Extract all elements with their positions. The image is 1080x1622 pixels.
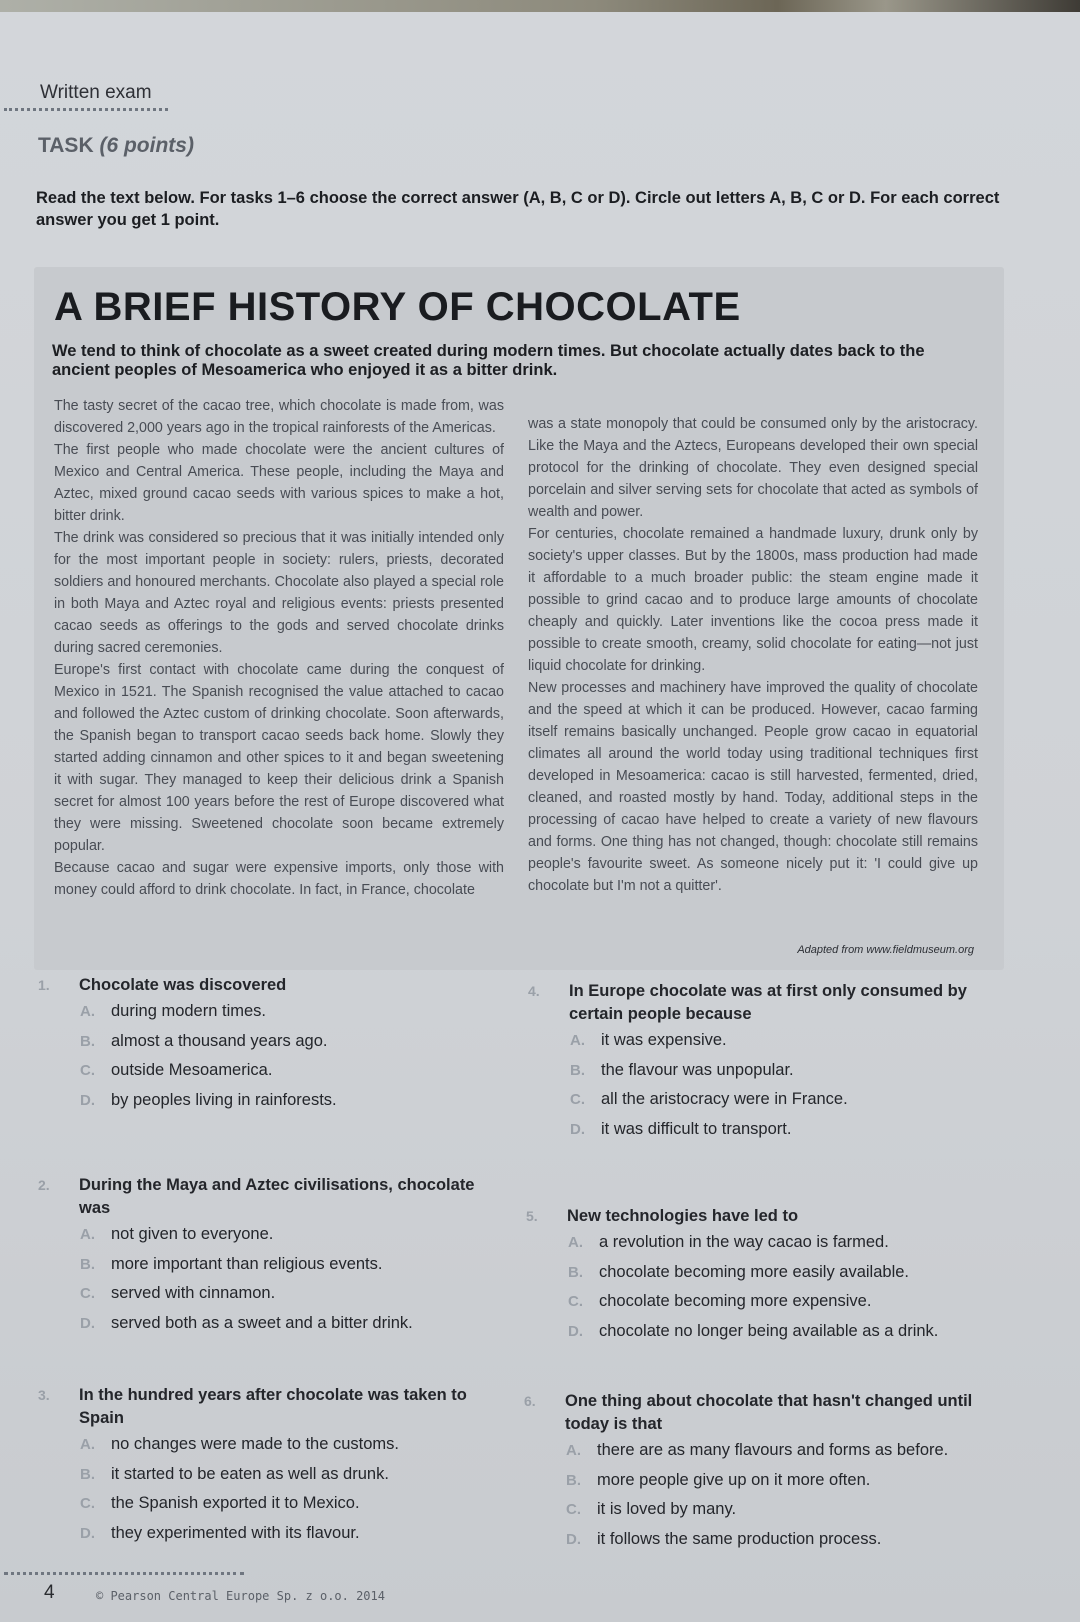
question-number: 4. (528, 983, 540, 999)
question-number: 6. (524, 1393, 536, 1409)
answer-option-c[interactable] (38, 1056, 488, 1086)
option-text: chocolate becoming more easily available. (599, 1262, 910, 1281)
article-paragraph: was a state monopoly that could be consumed only by the aristocracy. Like the Maya and the Aztecs, Europeans developed their own special protocol for the drinking of chocolate. They even designed special porcelain and silver serving sets for chocolate that acted as symbols of wealth and power. (528, 416, 978, 520)
answer-option-c[interactable] (524, 1495, 974, 1525)
option-letter: C. (80, 1062, 95, 1079)
answer-option-b[interactable] (524, 1466, 974, 1496)
article-paragraph: The tasty secret of the cacao tree, which chocolate is made from, was discovered 2,000 years ago in the tropical rainforests of the Americas. (54, 398, 504, 436)
answer-option-a[interactable] (528, 1026, 978, 1056)
photo-top-edge (0, 0, 1080, 12)
option-letter: A. (80, 1436, 95, 1453)
page-number: 4 (44, 1582, 55, 1603)
answer-option-a[interactable] (524, 1436, 974, 1466)
option-letter: B. (566, 1471, 581, 1489)
option-letter: B. (80, 1032, 95, 1050)
article-title: A BRIEF HISTORY OF CHOCOLATE (54, 285, 741, 329)
answer-option-d[interactable] (38, 1086, 488, 1116)
option-text: it started to be eaten as well as drunk. (111, 1464, 389, 1483)
option-text: it follows the same production process. (597, 1529, 882, 1548)
option-text: they experimented with its flavour. (111, 1523, 360, 1542)
option-letter: A. (80, 1226, 95, 1243)
header-dotted-rule (4, 108, 168, 111)
answer-option-c[interactable] (528, 1085, 978, 1115)
question-text: During the Maya and Aztec civilisations, chocolate was (79, 1176, 475, 1217)
option-text: chocolate becoming more expensive. (599, 1292, 872, 1310)
question-4 (528, 980, 978, 1144)
option-text: more important than religious events. (111, 1254, 383, 1273)
question-text: New technologies have led to (567, 1207, 799, 1225)
option-letter: A. (566, 1442, 581, 1459)
exam-page (0, 12, 1080, 1622)
question-text: In Europe chocolate was at first only consumed by certain people because (569, 982, 967, 1023)
article-paragraph: New processes and machinery have improved the quality of chocolate and the speed at which it can be produced. However, cacao farming itself remains basically unchanged. People grow cacao in equatorial climates all around the world today using traditional techniques first developed in Mesoamerica: cacao is still harvested, fermented, dried, cleaned, and roasted mostly by hand. Today, additional steps in the processing of cacao have helped to create a variety of new flavours and forms. One thing has not changed, though: chocolate still remains people's favourite sweet. As someone nicely put it: 'I could give up chocolate but I'm not a quitter'. (528, 680, 978, 894)
article-paragraph: The first people who made chocolate were the ancient cultures of Mexico and Central America. These people, including the Maya and Aztec, mixed ground cacao seeds with various spices to make a hot, bitter drink. (54, 442, 504, 524)
answer-option-d[interactable] (38, 1519, 488, 1549)
answer-option-a[interactable] (38, 1430, 488, 1460)
question-1 (38, 974, 488, 1115)
option-text: it was expensive. (601, 1031, 727, 1049)
option-text: the flavour was unpopular. (601, 1060, 794, 1079)
question-2 (38, 1174, 488, 1338)
option-text: all the aristocracy were in France. (601, 1090, 848, 1108)
option-text: served with cinnamon. (111, 1284, 276, 1302)
option-text: it was difficult to transport. (601, 1119, 792, 1138)
answer-option-c[interactable] (38, 1489, 488, 1519)
article-source: Adapted from www.fieldmuseum.org (797, 944, 974, 956)
option-letter: D. (80, 1314, 95, 1332)
question-number: 3. (38, 1387, 50, 1403)
answer-option-a[interactable] (526, 1228, 976, 1258)
question-5 (526, 1205, 976, 1346)
option-text: more people give up on it more often. (597, 1470, 871, 1489)
answer-option-a[interactable] (38, 1220, 488, 1250)
answer-option-a[interactable] (38, 997, 488, 1027)
option-letter: D. (568, 1322, 583, 1340)
option-letter: D. (570, 1120, 585, 1138)
copyright-notice: © Pearson Central Europe Sp. z o.o. 2014 (96, 1589, 385, 1603)
task-title (38, 134, 194, 158)
article-paragraph: Europe's first contact with chocolate came during the conquest of Mexico in 1521. The Spanish recognised the value attached to cacao and followed the Aztec custom of drinking chocolate. Soon afterwards, the Spanish began to transport cacao seeds back home. Slowly they started adding cinnamon and other spices to it and began sweetening it with sugar. They managed to keep their delicious drink a Spanish secret for almost 100 years before the rest of Europe discovered what they were missing. Sweetened chocolate soon became extremely popular. (54, 662, 504, 854)
question-number: 2. (38, 1177, 50, 1193)
article-box (34, 267, 1004, 970)
footer-dotted-rule (4, 1572, 244, 1575)
option-letter: D. (566, 1530, 581, 1548)
section-label: Written exam (40, 82, 152, 103)
option-letter: A. (568, 1234, 583, 1251)
task-instructions: Read the text below. For tasks 1–6 choose the correct answer (A, B, C or D). Circle out letters A, B, C or D. For each correct answer you get 1 point. (36, 189, 1000, 229)
answer-option-b[interactable] (528, 1056, 978, 1086)
answer-option-d[interactable] (528, 1115, 978, 1145)
option-text: a revolution in the way cacao is farmed. (599, 1233, 889, 1251)
option-letter: B. (570, 1061, 585, 1079)
option-letter: B. (80, 1465, 95, 1483)
option-text: during modern times. (111, 1002, 266, 1020)
question-number: 5. (526, 1208, 538, 1224)
article-paragraph: The drink was considered so precious that it was initially intended only for the most important people in society: rulers, priests, decorated soldiers and honoured merchants. Chocolate also played a special role in both Maya and Aztec royal and religious events: priests presented cacao seeds as offerings to the gods and served chocolate drinks during sacred ceremonies. (54, 530, 504, 656)
question-text: Chocolate was discovered (79, 976, 287, 994)
answer-option-c[interactable] (526, 1287, 976, 1317)
article-paragraph: For centuries, chocolate remained a handmade luxury, drunk only by society's upper classes. But by the 1800s, mass production had made it affordable to a much broader public: the steam engine made it possible to grind cacao and to produce large amounts of chocolate cheaply and quickly. Later inventions like the cocoa press made it possible to create smooth, creamy, solid chocolate for eating—not just liquid chocolate for drinking. (528, 526, 978, 674)
option-text: there are as many flavours and forms as before. (597, 1441, 949, 1459)
answer-option-d[interactable] (526, 1317, 976, 1347)
question-3 (38, 1384, 488, 1548)
option-letter: C. (80, 1285, 95, 1302)
option-text: outside Mesoamerica. (111, 1061, 273, 1079)
article-lead: We tend to think of chocolate as a sweet created during modern times. But chocolate actually dates back to the ancient peoples of Mesoamerica who enjoyed it as a bitter drink. (52, 342, 925, 379)
option-letter: B. (568, 1263, 583, 1281)
option-text: by peoples living in rainforests. (111, 1090, 337, 1109)
answer-option-d[interactable] (524, 1525, 974, 1555)
option-text: the Spanish exported it to Mexico. (111, 1494, 360, 1512)
answer-option-c[interactable] (38, 1279, 488, 1309)
option-letter: D. (80, 1524, 95, 1542)
answer-option-b[interactable] (38, 1460, 488, 1490)
option-letter: C. (566, 1501, 581, 1518)
answer-option-d[interactable] (38, 1309, 488, 1339)
answer-option-b[interactable] (38, 1250, 488, 1280)
option-letter: A. (80, 1003, 95, 1020)
question-text: One thing about chocolate that hasn't changed until today is that (565, 1392, 973, 1433)
task-label: TASK (38, 134, 94, 157)
task-points: (6 points) (99, 134, 194, 157)
option-text: it is loved by many. (597, 1500, 737, 1518)
option-letter: A. (570, 1032, 585, 1049)
answer-option-b[interactable] (38, 1027, 488, 1057)
option-text: almost a thousand years ago. (111, 1031, 328, 1050)
option-text: served both as a sweet and a bitter drink. (111, 1313, 413, 1332)
option-letter: D. (80, 1091, 95, 1109)
question-6 (524, 1390, 974, 1554)
option-letter: B. (80, 1255, 95, 1273)
option-text: no changes were made to the customs. (111, 1435, 399, 1453)
article-paragraph: Because cacao and sugar were expensive imports, only those with money could afford to drink chocolate. In fact, in France, chocolate (54, 860, 504, 898)
option-letter: C. (568, 1293, 583, 1310)
answer-option-b[interactable] (526, 1258, 976, 1288)
question-text: In the hundred years after chocolate was taken to Spain (79, 1386, 467, 1427)
option-text: not given to everyone. (111, 1225, 274, 1243)
question-number: 1. (38, 977, 50, 993)
article-column-left (54, 395, 504, 901)
article-column-right (528, 413, 978, 897)
option-letter: C. (570, 1091, 585, 1108)
option-text: chocolate no longer being available as a drink. (599, 1321, 939, 1340)
option-letter: C. (80, 1495, 95, 1512)
